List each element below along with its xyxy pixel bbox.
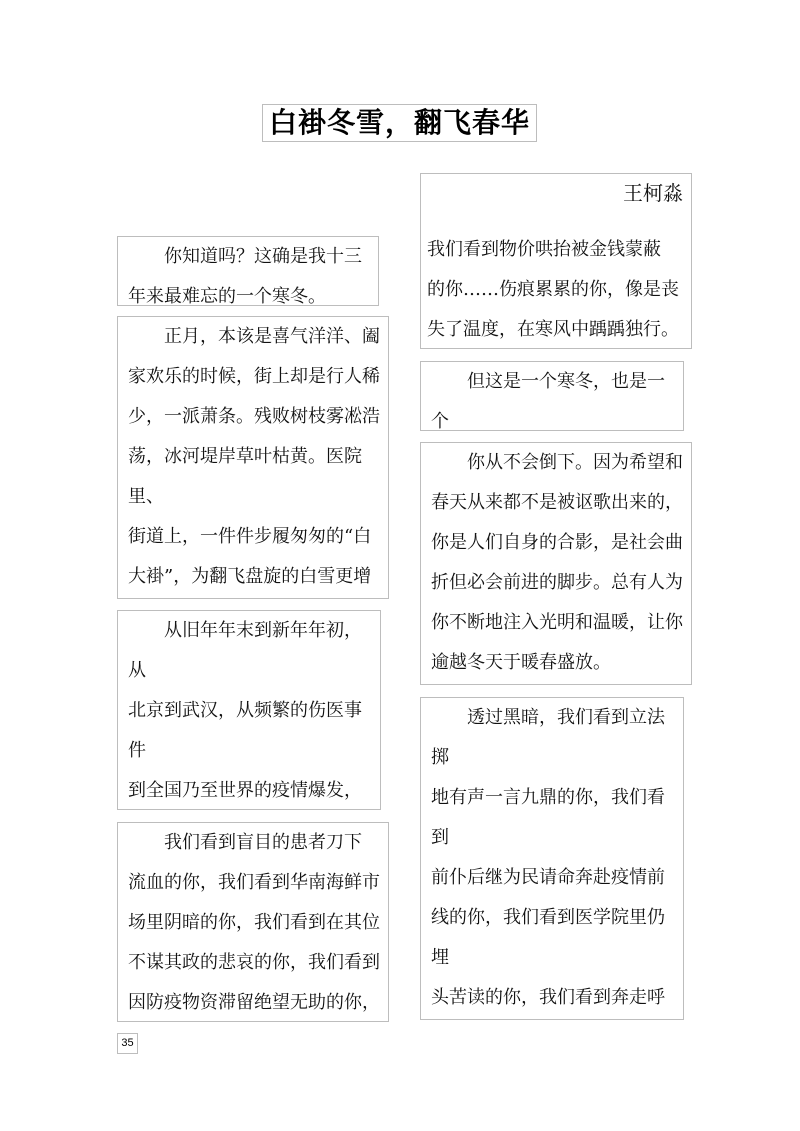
page-number: 35 xyxy=(117,1033,138,1054)
paragraph-left-3: 从旧年年末到新年年初，从 北京到武汉，从频繁的伤医事件 到全国乃至世界的疫情爆发， xyxy=(117,610,381,810)
paragraph-right-2: 但这是一个寒冬，也是一个 xyxy=(420,361,684,431)
paragraph-left-2: 正月，本该是喜气洋洋、阖 家欢乐的时候，街上却是行人稀 少，一派萧条。残败树枝雾凇浩 荡，冰河堤岸草叶枯黄。医院里、 街道上，一件件步履匆匆的“白 大褂”，为翻飞盘旋的白雪更增 xyxy=(117,316,389,599)
article-title: 白褂冬雪，翻飞春华 xyxy=(262,104,537,142)
paragraph-right-4: 透过黑暗，我们看到立法掷 地有声一言九鼎的你，我们看到 前仆后继为民请命奔赴疫情前 线的你，我们看到医学院里仍埋 头苦读的你，我们看到奔走呼 xyxy=(420,697,684,1020)
author-and-intro-box xyxy=(420,173,692,349)
paragraph-left-1: 你知道吗？这确是我十三 年来最难忘的一个寒冬。 xyxy=(117,236,379,306)
paragraph-right-3: 你从不会倒下。因为希望和 春天从来都不是被讴歌出来的， 你是人们自身的合影，是社会曲 折但必会前进的脚步。总有人为 你不断地注入光明和温暖，让你 逾越冬天于暖春盛放。 xyxy=(420,442,692,685)
paragraph-right-1: 我们看到物价哄抬被金钱蒙蔽 的你……伤痕累累的你，像是丧 失了温度，在寒风中踽踽独行。 xyxy=(427,239,679,340)
author-name: 王柯淼 xyxy=(623,181,683,205)
paragraph-left-4: 我们看到盲目的患者刀下 流血的你，我们看到华南海鲜市 场里阴暗的你，我们看到在其位 不谋其政的悲哀的你，我们看到 因防疫物资滞留绝望无助的你， xyxy=(117,822,389,1022)
